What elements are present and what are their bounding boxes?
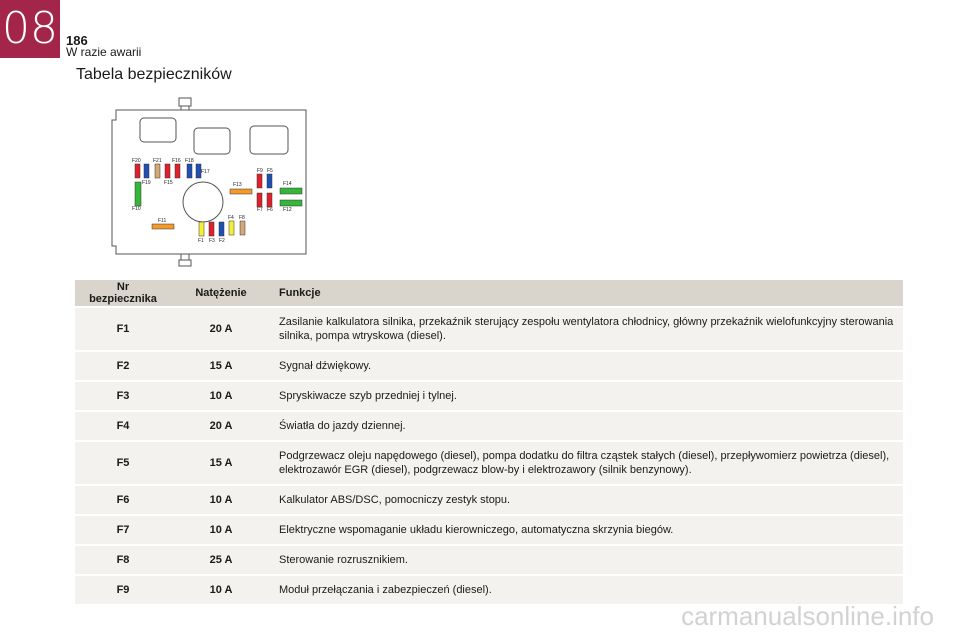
fuse-f3	[209, 222, 214, 236]
fuse-f4	[229, 221, 234, 235]
cell-amp: 20 A	[171, 306, 271, 350]
cell-fuse: F5	[75, 440, 171, 484]
cell-amp: 10 A	[171, 484, 271, 514]
cell-fuse: F8	[75, 544, 171, 574]
fuse-f8	[240, 221, 245, 235]
cell-function: Podgrzewacz oleju napędowego (diesel), pompa dodatku do filtra cząstek stałych (diesel), przepływomierz powietrza (diesel), elektrozawór EGR (diesel), podgrzewacz blow-by i elektrozawory (silnik benzynowy).	[271, 440, 903, 484]
fuse-f10	[135, 182, 141, 206]
fuse-label: F4	[228, 215, 234, 221]
fuse-label: F19	[142, 180, 151, 186]
table-row	[75, 380, 903, 410]
cell-function: Elektryczne wspomaganie układu kierowniczego, automatyczna skrzynia biegów.	[271, 514, 903, 544]
header-current: Natężenie	[171, 280, 271, 306]
chapter-tab: 08	[0, 0, 60, 58]
table-header-row	[75, 280, 903, 306]
fuse-label: F11	[158, 218, 167, 224]
table-row	[75, 350, 903, 380]
fuse-f1	[199, 222, 204, 236]
table-row	[75, 440, 903, 484]
fuse-label: F20	[132, 158, 141, 164]
table-row	[75, 410, 903, 440]
fuse-label: F10	[132, 206, 141, 212]
fuse-label: F14	[283, 181, 292, 187]
cell-function: Sygnał dźwiękowy.	[271, 350, 903, 380]
table-row	[75, 484, 903, 514]
fuse-f13	[230, 189, 252, 194]
table-row	[75, 574, 903, 604]
cell-function: Sterowanie rozrusznikiem.	[271, 544, 903, 574]
cell-fuse: F2	[75, 350, 171, 380]
fuse-label: F8	[239, 215, 245, 221]
cell-amp: 20 A	[171, 410, 271, 440]
table-row	[75, 514, 903, 544]
fuse-f18	[187, 164, 192, 178]
fuse-box-diagram	[108, 96, 314, 268]
fuse-label: F3	[209, 238, 215, 244]
cell-function: Światła do jazdy dziennej.	[271, 410, 903, 440]
cell-amp: 15 A	[171, 350, 271, 380]
cell-fuse: F3	[75, 380, 171, 410]
table-row	[75, 306, 903, 350]
fuse-f20	[135, 164, 140, 178]
cell-function: Spryskiwacze szyb przedniej i tylnej.	[271, 380, 903, 410]
header-fuse-number: Nr bezpiecznika	[75, 280, 171, 306]
fuse-f11	[152, 224, 174, 229]
cell-amp: 10 A	[171, 380, 271, 410]
fuse-label: F15	[164, 180, 173, 186]
fuse-table	[75, 280, 903, 604]
fuse-label: F13	[233, 182, 242, 188]
fuse-label: F17	[201, 169, 210, 175]
fuse-label: F9	[257, 168, 263, 174]
fuse-f17	[196, 164, 201, 178]
cell-function: Kalkulator ABS/DSC, pomocniczy zestyk stopu.	[271, 484, 903, 514]
fuse-label: F12	[283, 207, 292, 213]
fuse-f7	[257, 193, 262, 207]
fuse-f5	[267, 174, 272, 188]
fuse-label: F5	[267, 168, 273, 174]
fuse-f21	[155, 164, 160, 178]
cell-fuse: F1	[75, 306, 171, 350]
fuse-label: F1	[198, 238, 204, 244]
page-number: 186	[66, 33, 88, 48]
fuse-f16	[175, 164, 180, 178]
fuse-f15	[165, 164, 170, 178]
cell-fuse: F7	[75, 514, 171, 544]
top-tab	[179, 98, 191, 106]
cell-fuse: F4	[75, 410, 171, 440]
cell-amp: 15 A	[171, 440, 271, 484]
watermark: carmanualsonline.info	[681, 601, 934, 631]
cell-function: Zasilanie kalkulatora silnika, przekaźnik sterujący zespołu wentylatora chłodnicy, główny przekaźnik wielofunkcyjny sterowania silnika, pompa wtryskowa (diesel).	[271, 306, 903, 350]
fuse-f6	[267, 193, 272, 207]
bottom-tab	[179, 260, 191, 266]
section-name: W razie awarii	[66, 45, 142, 59]
cell-amp: 10 A	[171, 574, 271, 604]
cell-fuse: F9	[75, 574, 171, 604]
fuse-f12	[280, 200, 302, 206]
fuse-label: F6	[267, 207, 273, 213]
fuse-f9	[257, 174, 262, 188]
fuse-label: F2	[219, 238, 225, 244]
fuse-label: F7	[257, 207, 263, 213]
cell-amp: 10 A	[171, 514, 271, 544]
table-row	[75, 544, 903, 574]
header-functions: Funkcje	[271, 280, 903, 306]
fuse-f2	[219, 222, 224, 236]
fuse-f14	[280, 188, 302, 194]
fuse-label: F21	[153, 158, 162, 164]
cell-amp: 25 A	[171, 544, 271, 574]
fuse-label: F16	[172, 158, 181, 164]
page-title: Tabela bezpieczników	[76, 66, 232, 83]
cell-function: Moduł przełączania i zabezpieczeń (diesel).	[271, 574, 903, 604]
fuse-label: F18	[185, 158, 194, 164]
fuse-f19	[144, 164, 149, 178]
cell-fuse: F6	[75, 484, 171, 514]
